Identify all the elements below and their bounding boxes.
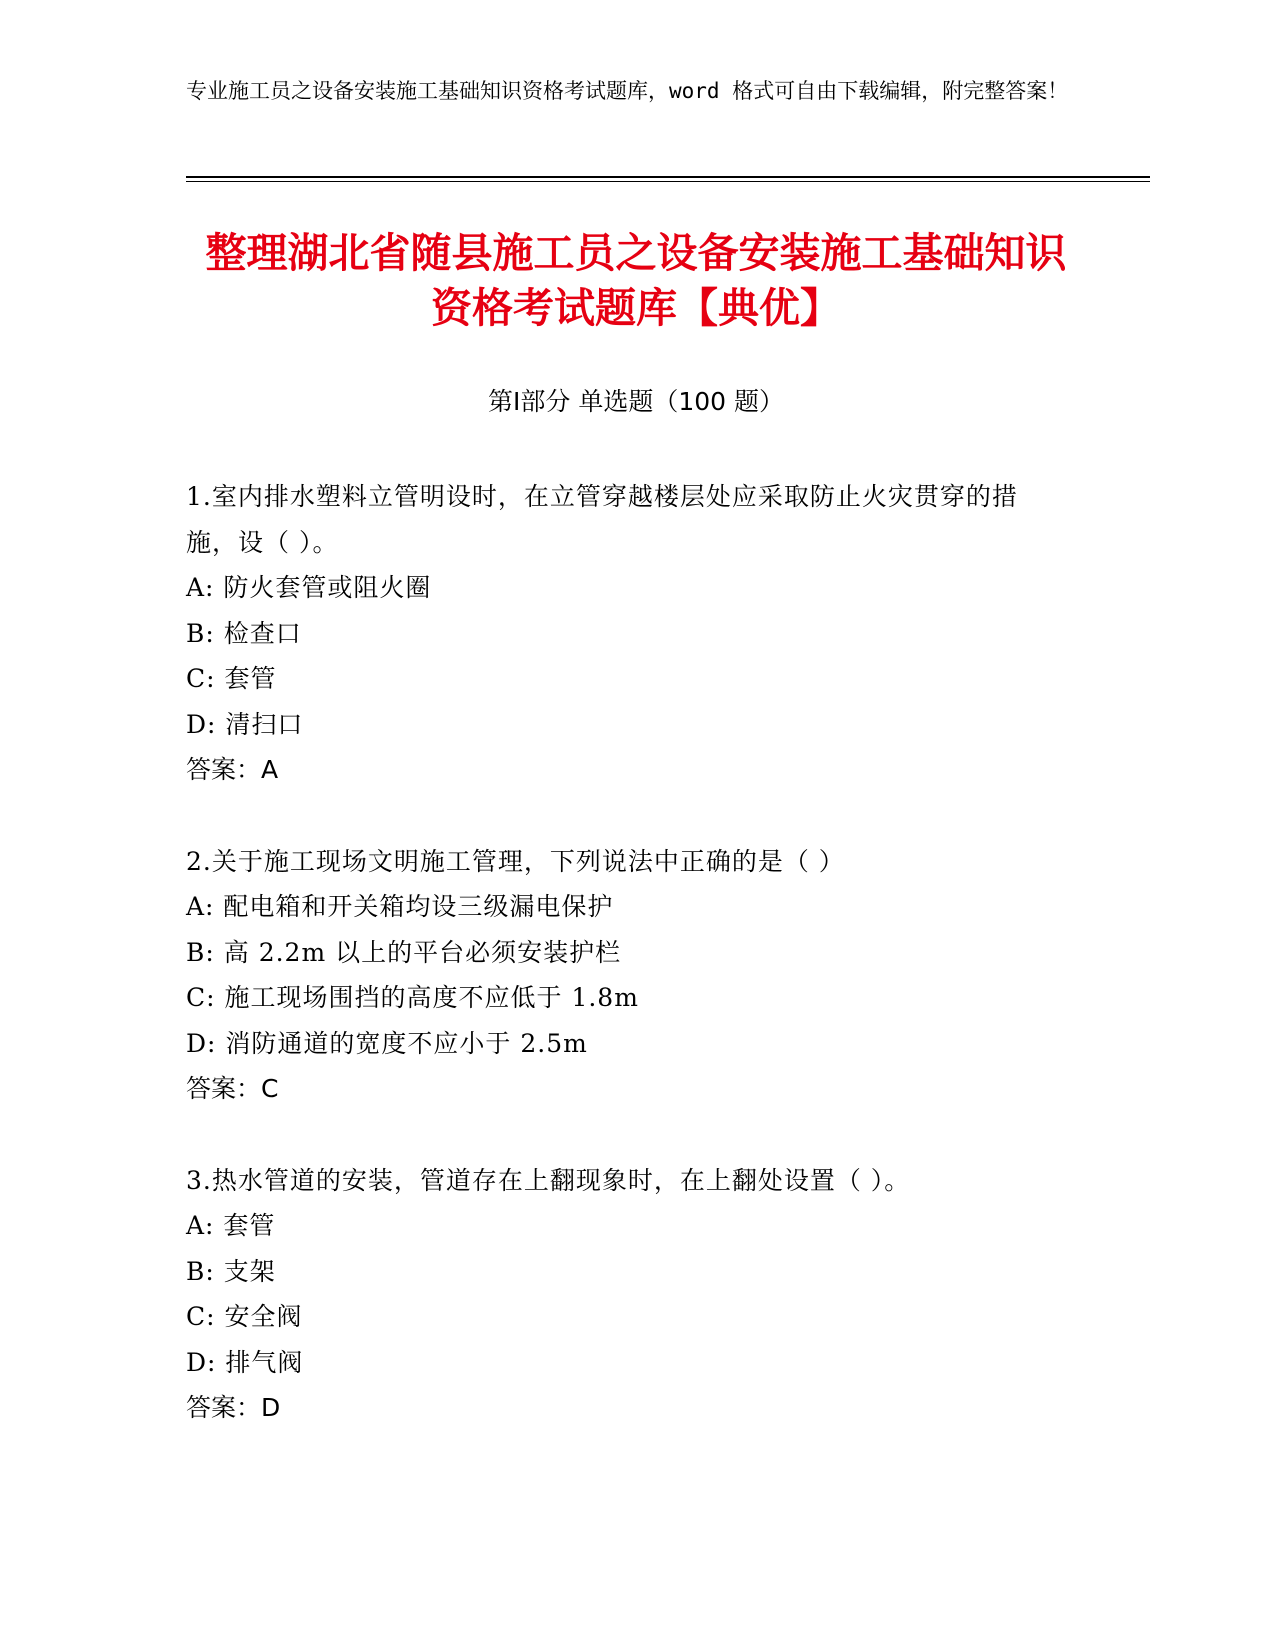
option-c: C: 施工现场围挡的高度不应低于 1.8m xyxy=(186,983,639,1012)
question-text: 1.室内排水塑料立管明设时，在立管穿越楼层处应采取防止火灾贯穿的措施，设（ ）。 xyxy=(186,482,1018,557)
header-divider-thin xyxy=(186,181,1150,182)
answer: 答案：D xyxy=(186,1393,281,1422)
option-b: B: 检查口 xyxy=(186,618,302,648)
option-a: A: 配电箱和开关箱均设三级漏电保护 xyxy=(186,892,614,921)
option-a: A: 防火套管或阻火圈 xyxy=(186,573,432,602)
option-b: B: 高 2.2m 以上的平台必须安装护栏 xyxy=(186,937,622,967)
option-d: D: 排气阀 xyxy=(186,1347,304,1377)
header-divider xyxy=(186,176,1150,178)
answer: 答案：C xyxy=(186,1074,279,1103)
answer: 答案：A xyxy=(186,755,279,784)
question-text: 3.热水管道的安装，管道存在上翻现象时，在上翻处设置（ ）。 xyxy=(186,1165,911,1195)
option-c: C: 套管 xyxy=(186,664,277,693)
option-a: A: 套管 xyxy=(186,1211,276,1240)
section-heading: 第Ⅰ部分 单选题（100 题） xyxy=(488,387,784,416)
header-note: 专业施工员之设备安装施工基础知识资格考试题库，word 格式可自由下载编辑，附完整答案！ xyxy=(186,79,1069,103)
option-d: D: 消防通道的宽度不应小于 2.5m xyxy=(186,1028,588,1058)
option-d: D: 清扫口 xyxy=(186,709,304,739)
question-2 xyxy=(186,839,1066,1112)
document-title: 整理湖北省随县施工员之设备安装施工基础知识资格考试题库【典优】 xyxy=(205,229,1067,332)
question-3 xyxy=(186,1158,1066,1431)
option-c: C: 安全阀 xyxy=(186,1302,303,1331)
question-list xyxy=(186,474,1066,1477)
question-text: 2.关于施工现场文明施工管理，下列说法中正确的是（ ） xyxy=(186,846,845,876)
question-1 xyxy=(186,474,1066,793)
option-b: B: 支架 xyxy=(186,1256,276,1286)
